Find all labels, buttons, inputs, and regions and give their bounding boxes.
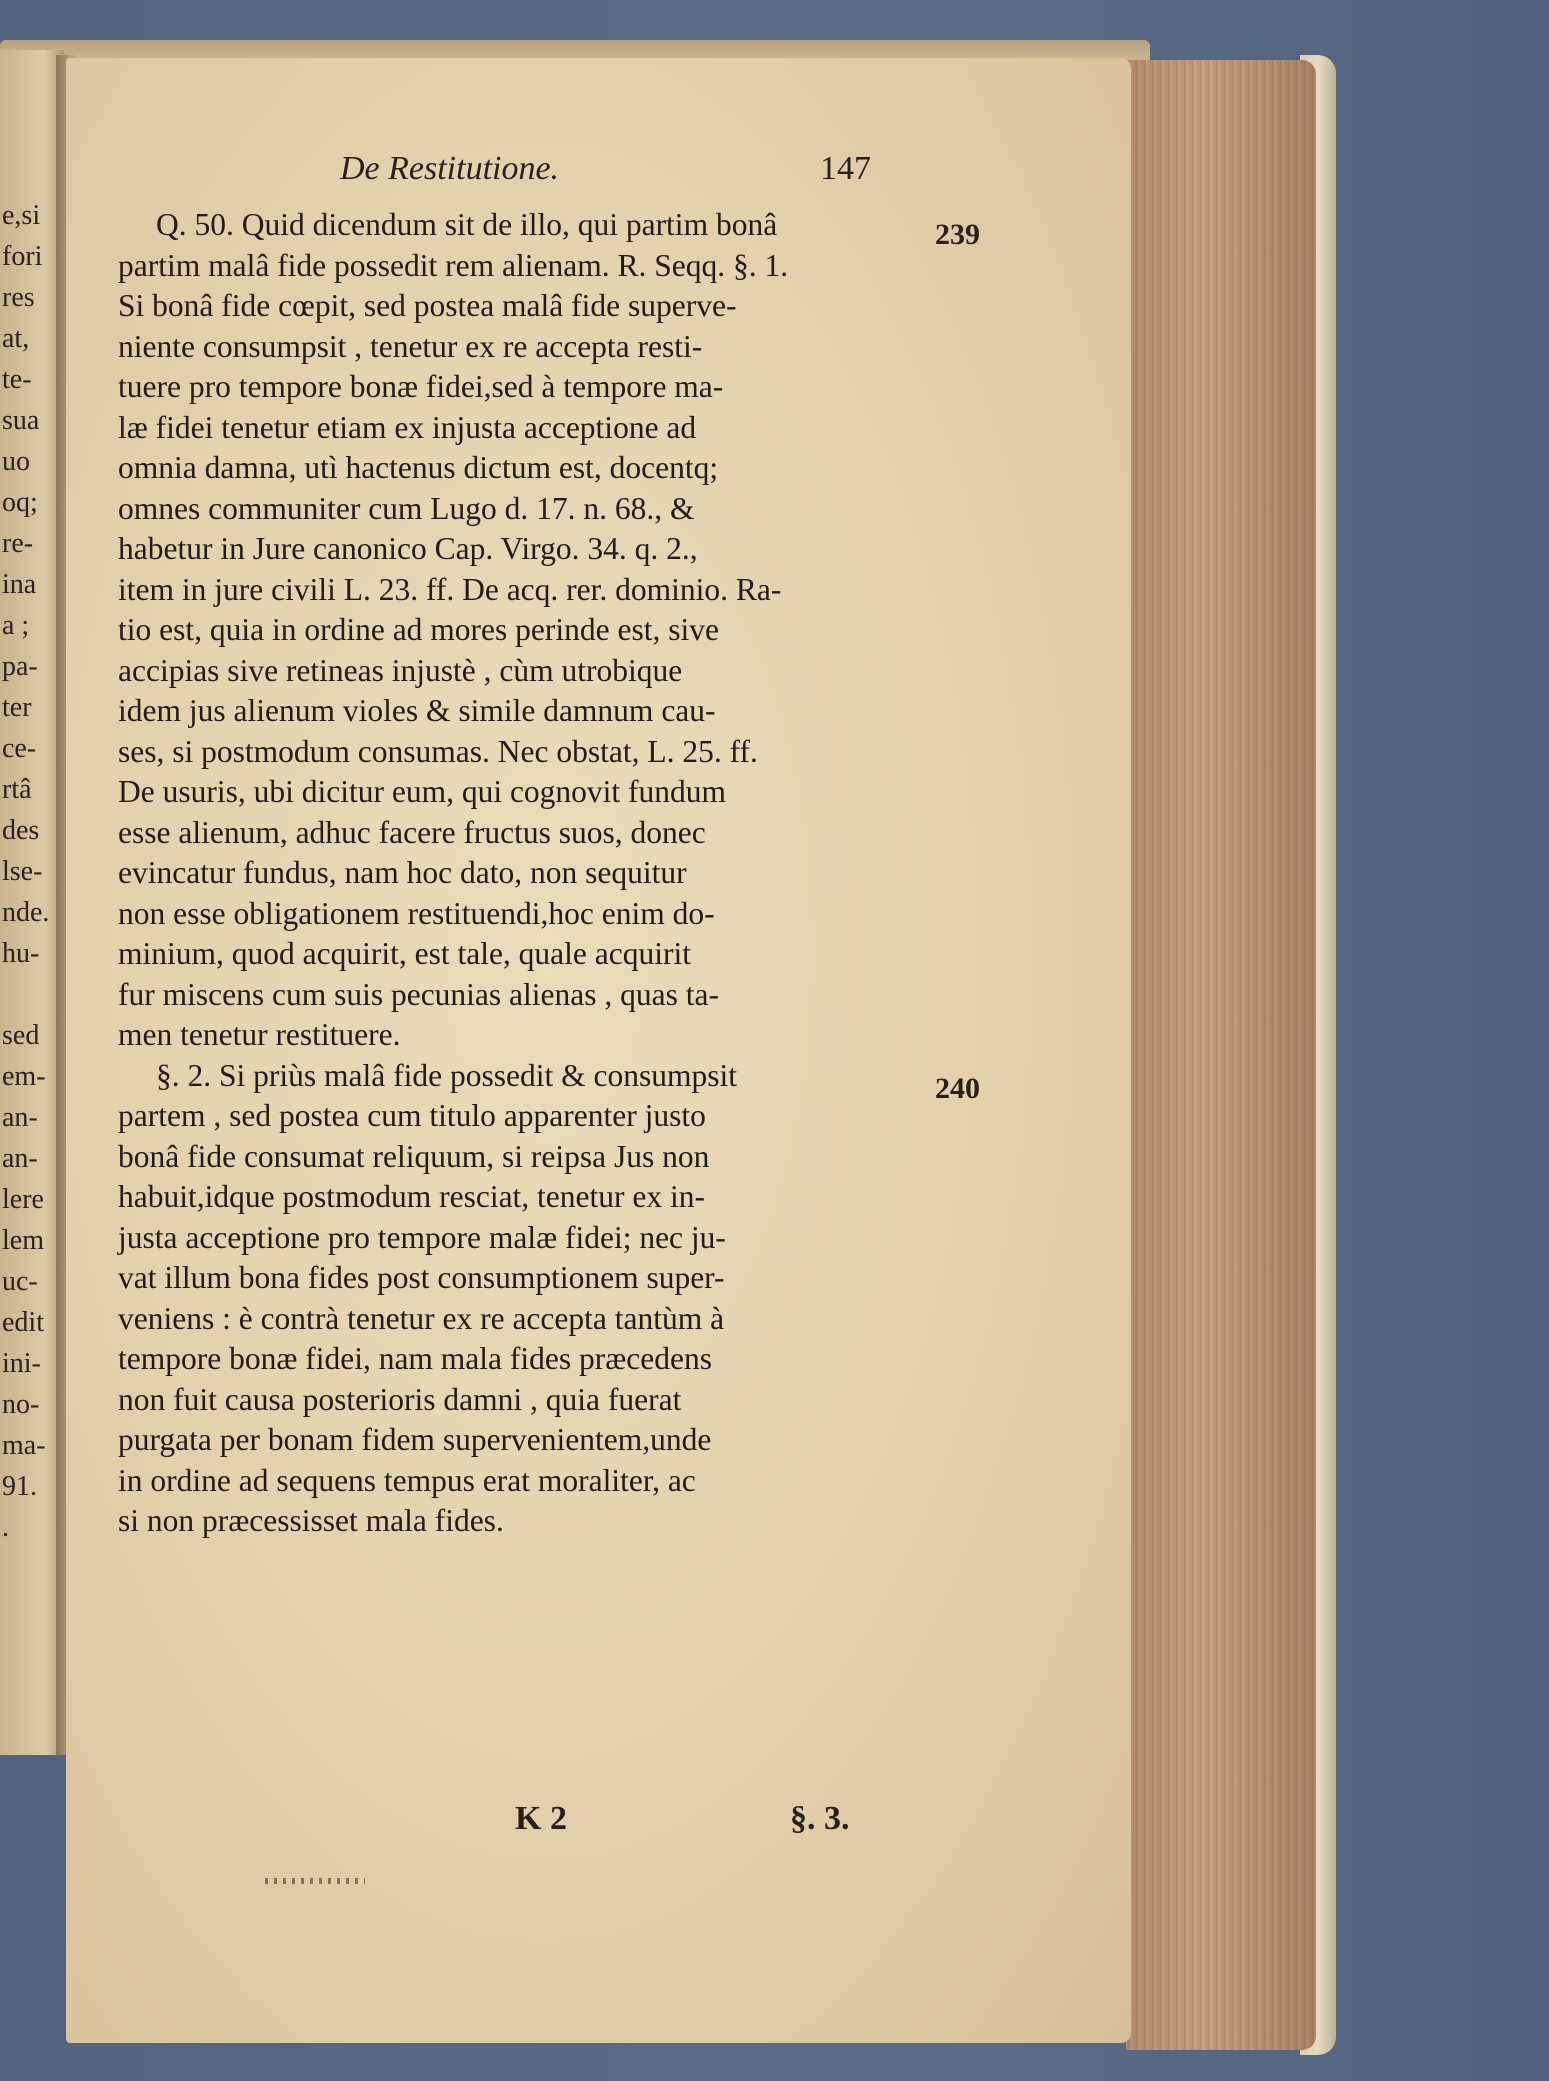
left-page-text-fragment: em-	[2, 1061, 46, 1092]
text-line: si non præcessisset mala fides.	[118, 1503, 504, 1538]
left-page-text-fragment: te-	[2, 364, 32, 395]
text-line: tempore bonæ fidei, nam mala fides præcedens	[118, 1341, 712, 1376]
text-line: bonâ fide consumat reliquum, si reipsa Jus non	[118, 1138, 710, 1174]
left-page-text-fragment: res	[2, 282, 35, 313]
left-page-text-fragment: a ;	[2, 610, 30, 641]
left-page-text-fragment: sua	[2, 405, 40, 436]
margin-number-239: 239	[935, 218, 980, 251]
text-line: niente consumpsit , tenetur ex re accepta resti-	[118, 328, 703, 364]
text-line: omnes communiter cum Lugo d. 17. n. 68., &	[118, 490, 695, 526]
margin-number-240: 240	[935, 1072, 980, 1105]
text-line: veniens : è contrà tenetur ex re accepta tantùm à	[118, 1300, 725, 1336]
text-line: partim malâ fide possedit rem alienam. R. Seqq. §. 1.	[118, 247, 789, 283]
left-page-text-fragment: lem	[2, 1225, 44, 1256]
left-page-text-fragment: pa-	[2, 651, 38, 682]
left-page-fragment	[0, 50, 64, 1755]
left-page-text-fragment: sed	[2, 1020, 40, 1051]
text-line: Si bonâ fide cœpit, sed postea malâ fide superve-	[118, 288, 737, 323]
text-line: partem , sed postea cum titulo apparenter justo	[118, 1098, 706, 1133]
left-page-text-fragment: an-	[2, 1102, 38, 1133]
text-line: minium, quod acquirit, est tale, quale acquirit	[118, 936, 691, 971]
text-line: esse alienum, adhuc facere fructus suos, donec	[118, 814, 706, 850]
left-page-text-fragment: ma-	[2, 1430, 46, 1461]
text-line: omnia damna, utì hactenus dictum est, docentq;	[118, 450, 719, 485]
left-page-text-fragment: rtâ	[2, 774, 32, 805]
text-line: men tenetur restituere.	[118, 1017, 401, 1052]
text-line: in ordine ad sequens tempus erat moraliter, ac	[118, 1462, 696, 1498]
left-page-text-fragment: lse-	[2, 856, 43, 887]
left-page-text-fragment: uc-	[2, 1266, 38, 1297]
left-page-text-fragment: ini-	[2, 1348, 41, 1379]
text-line: habetur in Jure canonico Cap. Virgo. 34. q. 2.,	[118, 531, 698, 566]
catchword: §. 3.	[790, 1800, 850, 1837]
ink-specks	[265, 1878, 365, 1884]
text-line: Q. 50. Quid dicendum sit de illo, qui partim bonâ	[156, 207, 778, 242]
left-page-text-fragment: an-	[2, 1143, 38, 1174]
text-line: ses, si postmodum consumas. Nec obstat, L. 25. ff.	[118, 733, 758, 769]
left-page-text-fragment: lere	[2, 1184, 44, 1215]
left-page-text-fragment: hu-	[2, 938, 40, 969]
left-page-text-fragment: no-	[2, 1389, 40, 1420]
left-page-text-fragment: ter	[2, 692, 32, 723]
left-page-text-fragment: ina	[2, 569, 37, 600]
text-line: De usuris, ubi dicitur eum, qui cognovit fundum	[118, 774, 727, 809]
left-page-text-fragment: edit	[2, 1307, 44, 1338]
left-page-text-fragment: fori	[2, 241, 43, 272]
page-number: 147	[820, 150, 871, 187]
left-page-text-fragment: e,si	[2, 200, 41, 231]
left-page-text-fragment: .	[2, 1512, 9, 1543]
text-line: fur miscens cum suis pecunias alienas , quas ta-	[118, 976, 719, 1012]
text-line: læ fidei tenetur etiam ex injusta acceptione ad	[118, 409, 697, 445]
text-line: vat illum bona fides post consumptionem super-	[118, 1260, 725, 1295]
text-line: non esse obligationem restituendi,hoc enim do-	[118, 895, 715, 931]
text-line: evincatur fundus, nam hoc dato, non sequitur	[118, 855, 687, 890]
text-line: non fuit causa posterioris damni , quia fuerat	[118, 1381, 682, 1417]
left-page-text-fragment: ce-	[2, 733, 37, 764]
left-page-text-fragment: des	[2, 815, 40, 846]
left-page-text-fragment: at,	[2, 323, 30, 354]
left-page-text-fragment: oq;	[2, 487, 38, 518]
left-page-text-fragment: uo	[2, 446, 30, 477]
running-head: De Restitutione.	[340, 150, 560, 187]
text-line: purgata per bonam fidem supervenientem,unde	[118, 1422, 712, 1457]
text-line: idem jus alienum violes & simile damnum cau-	[118, 693, 716, 728]
page-fore-edge-shade	[1126, 60, 1316, 2050]
text-line: accipias sive retineas injustè , cùm utrobique	[118, 652, 683, 688]
left-page-text-fragment: 91.	[2, 1471, 37, 1502]
text-line: §. 2. Si priùs malâ fide possedit & consumpsit	[156, 1057, 737, 1093]
text-line: justa acceptione pro tempore malæ fidei; nec ju-	[118, 1219, 726, 1255]
left-page-text-fragment: nde.	[2, 897, 50, 928]
text-line: tio est, quia in ordine ad mores perinde est, sive	[118, 612, 719, 647]
left-page-text-fragment: re-	[2, 528, 34, 559]
text-line: habuit,idque postmodum resciat, tenetur ex in-	[118, 1179, 705, 1214]
text-line: item in jure civili L. 23. ff. De acq. rer. dominio. Ra-	[118, 571, 782, 607]
text-line: tuere pro tempore bonæ fidei,sed à tempore ma-	[118, 369, 724, 404]
body-text	[118, 205, 933, 1542]
signature-mark: K 2	[515, 1800, 567, 1837]
